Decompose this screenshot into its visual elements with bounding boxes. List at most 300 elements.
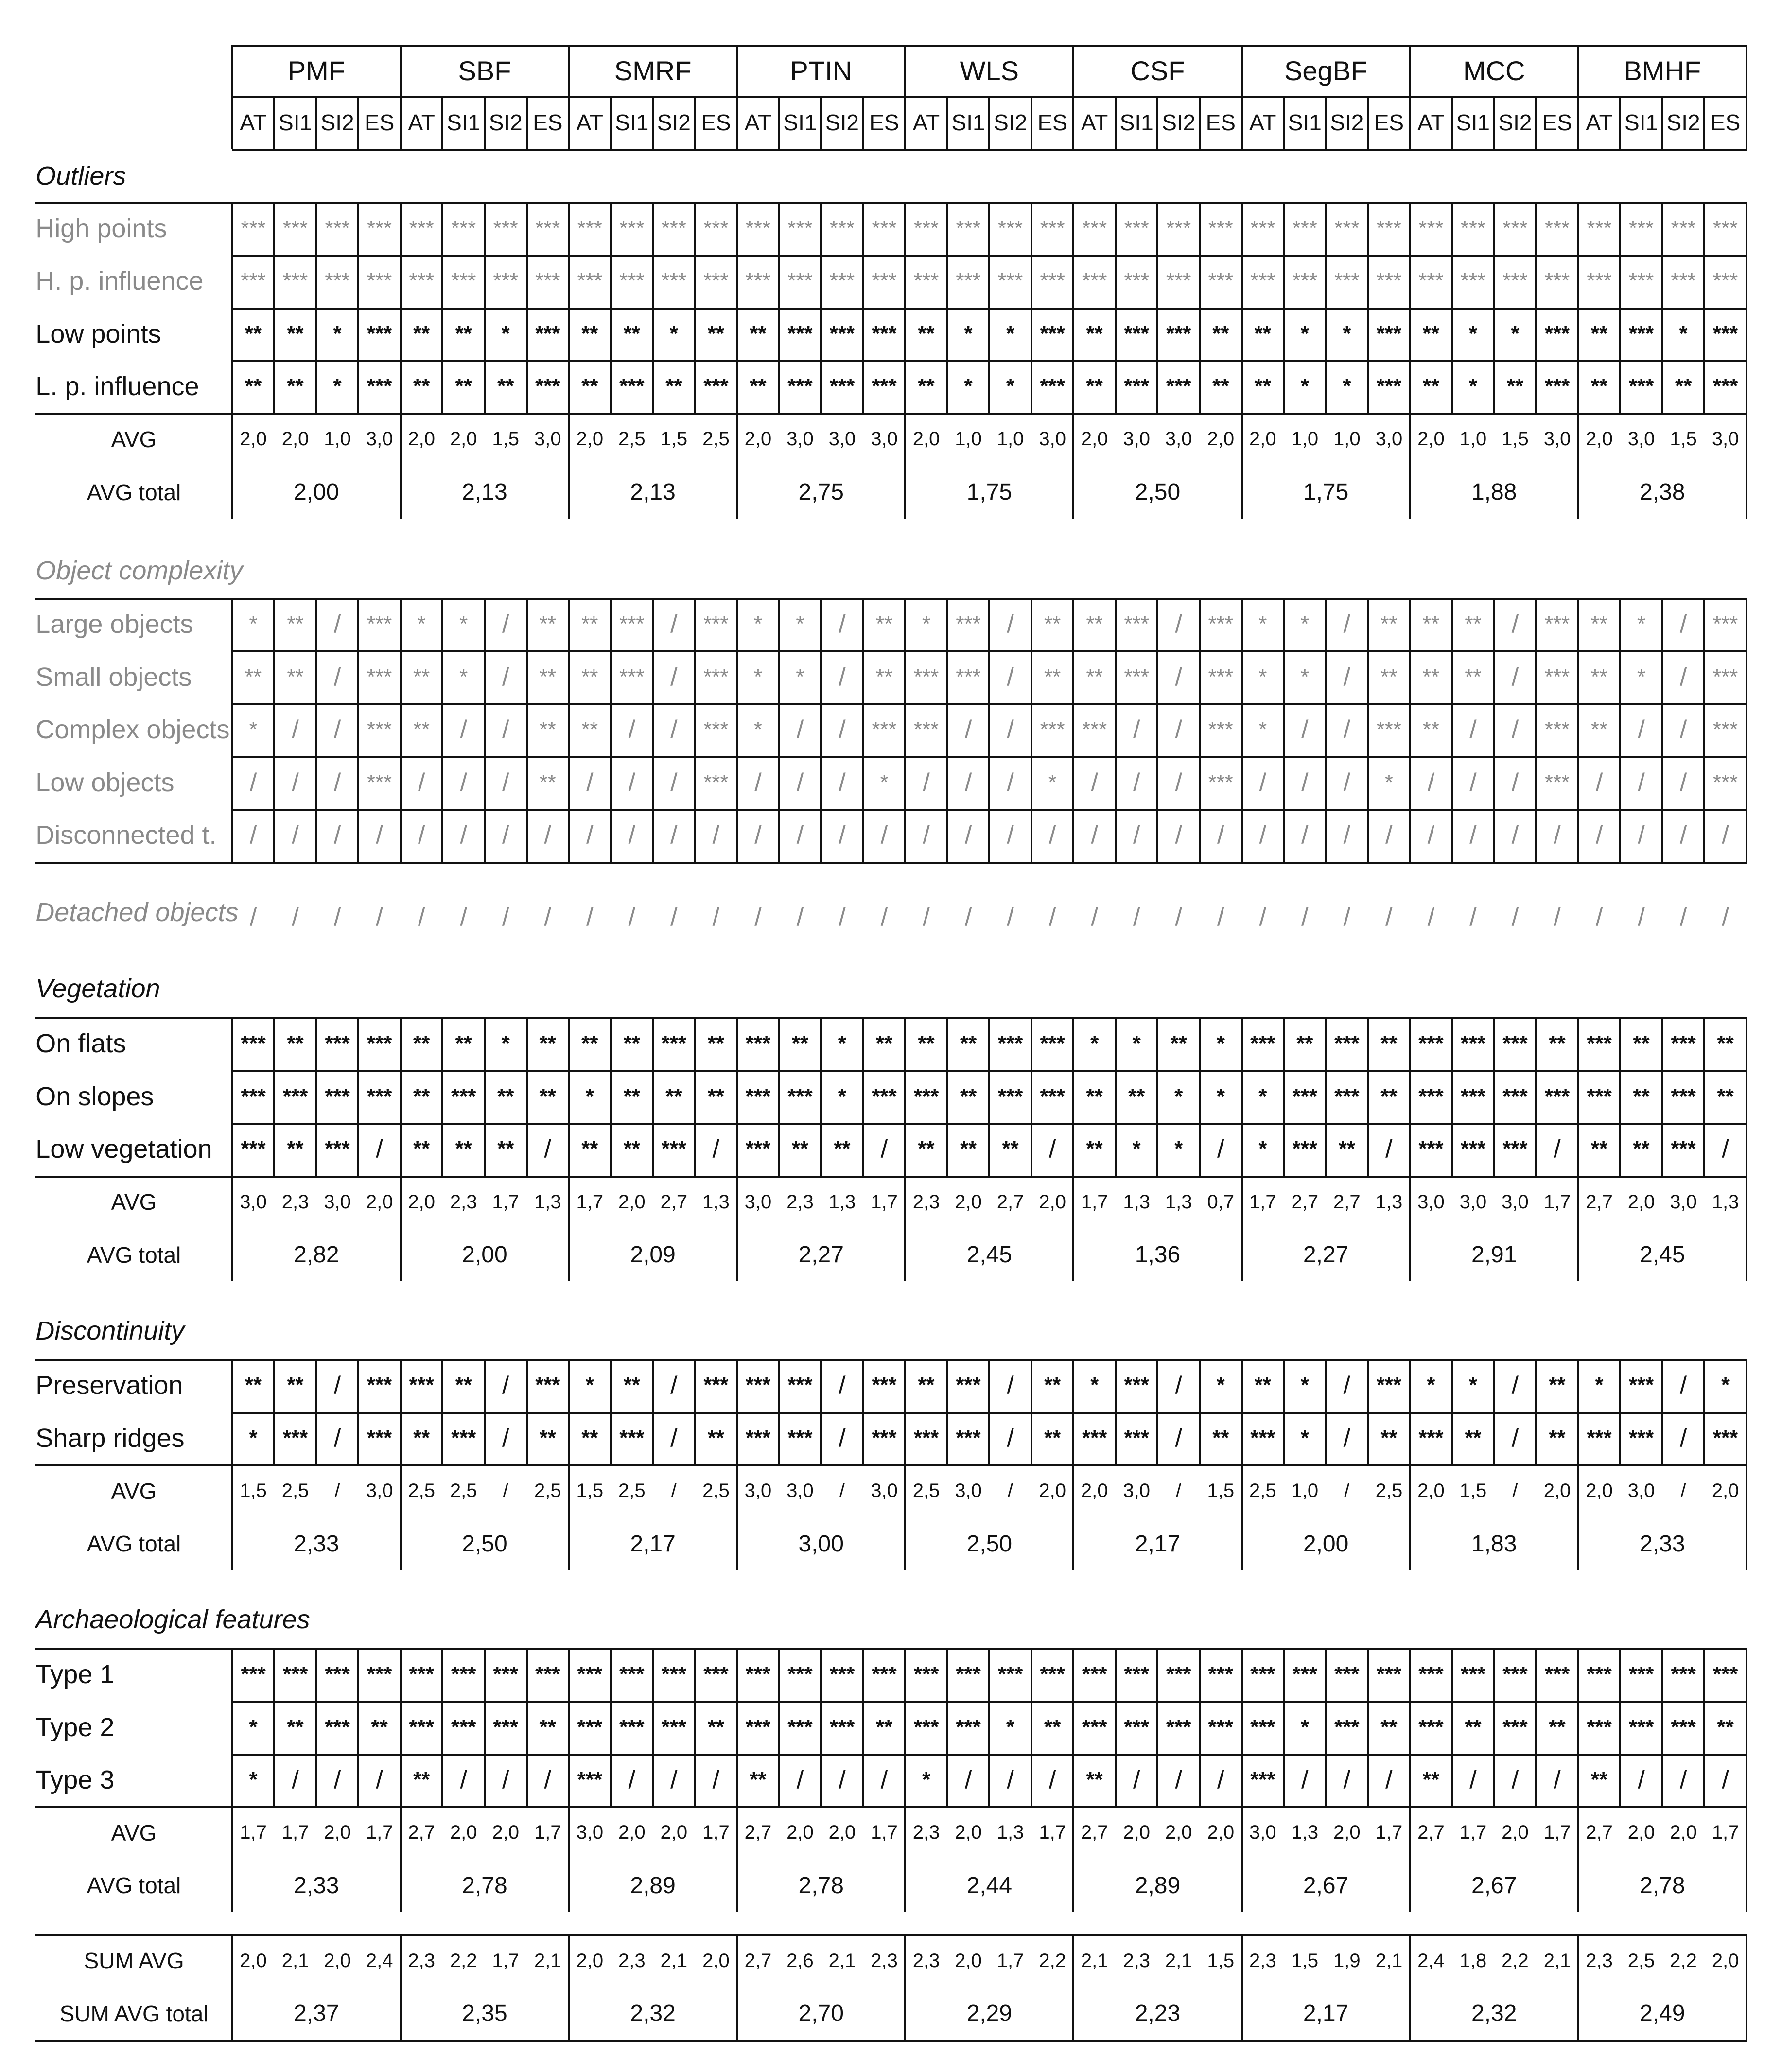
rating-cell: * xyxy=(501,1031,510,1056)
avg-value: 1,5 xyxy=(492,428,520,450)
avg-label: AVG xyxy=(111,1820,157,1846)
avg-value: 2,5 xyxy=(450,1480,477,1502)
rating-cell: *** xyxy=(872,269,897,293)
rating-cell: *** xyxy=(787,1662,813,1686)
rating-cell: / xyxy=(628,1766,636,1794)
rating-cell: ** xyxy=(665,374,682,399)
rating-cell: / xyxy=(1679,1766,1687,1794)
rating-cell: ** xyxy=(1086,321,1103,346)
avg-value: / xyxy=(839,1480,845,1502)
rating-cell: ** xyxy=(1549,1426,1566,1450)
section-title: Vegetation xyxy=(35,974,160,1004)
method-header: PTIN xyxy=(790,55,852,86)
sum-avg-total-value: 2,29 xyxy=(966,2001,1013,2027)
rating-cell: / xyxy=(544,1135,551,1164)
rating-cell: * xyxy=(249,1768,258,1792)
sum-avg-value: 2,3 xyxy=(1586,1950,1613,1971)
rating-cell: / xyxy=(628,821,636,850)
rating-cell: * xyxy=(1300,664,1309,689)
rating-cell: / xyxy=(460,821,467,850)
rating-cell: *** xyxy=(241,1662,266,1686)
avg-value: 3,0 xyxy=(1123,1480,1150,1502)
rating-cell: *** xyxy=(282,1426,308,1450)
rating-cell: / xyxy=(712,903,720,931)
rating-cell: / xyxy=(1301,768,1309,797)
rating-cell: *** xyxy=(1544,216,1570,240)
sub-header: ES xyxy=(701,110,731,136)
rating-cell: / xyxy=(292,821,299,850)
rating-cell: *** xyxy=(493,269,518,293)
rating-cell: / xyxy=(796,1766,804,1794)
avg-value: 2,0 xyxy=(450,1822,477,1844)
rating-cell: *** xyxy=(913,1715,939,1739)
rating-cell: *** xyxy=(409,269,434,293)
rating-cell: / xyxy=(1679,715,1687,744)
rating-cell: / xyxy=(670,1371,678,1400)
avg-value: 3,0 xyxy=(576,1822,604,1844)
rating-cell: * xyxy=(1384,770,1393,794)
rating-cell: *** xyxy=(1292,216,1317,240)
rating-cell: / xyxy=(586,821,594,850)
rating-cell: / xyxy=(754,768,762,797)
avg-value: 2,0 xyxy=(1627,1191,1655,1213)
rating-cell: ** xyxy=(1633,1084,1650,1108)
row-label: Small objects xyxy=(35,662,192,692)
rating-cell: *** xyxy=(1124,1373,1149,1397)
rating-cell: *** xyxy=(1250,269,1275,293)
rating-cell: ** xyxy=(413,1137,430,1161)
rating-cell: *** xyxy=(1460,1084,1486,1108)
rating-cell: / xyxy=(1175,821,1182,850)
rating-cell: * xyxy=(1006,1715,1015,1739)
sub-header: AT xyxy=(912,110,940,136)
row-label: On flats xyxy=(35,1029,126,1059)
rating-cell: *** xyxy=(1418,216,1444,240)
avg-label: AVG xyxy=(111,1478,157,1504)
avg-total-label: AVG total xyxy=(87,479,181,505)
rating-cell: *** xyxy=(451,1084,476,1108)
rating-cell: *** xyxy=(325,1662,350,1686)
avg-value: 3,0 xyxy=(744,1480,772,1502)
rating-cell: ** xyxy=(1717,1715,1734,1739)
rating-cell: ** xyxy=(1422,1768,1440,1792)
rating-cell: ** xyxy=(539,770,556,794)
avg-value: 2,0 xyxy=(1417,1480,1445,1502)
rating-cell: *** xyxy=(1712,1662,1738,1686)
rating-cell: *** xyxy=(872,1373,897,1397)
method-header: BMHF xyxy=(1624,55,1701,86)
rating-cell: ** xyxy=(581,664,598,689)
sub-header: SI2 xyxy=(657,110,691,136)
rating-cell: / xyxy=(1259,768,1267,797)
avg-value: 3,0 xyxy=(828,428,856,450)
rating-cell: ** xyxy=(539,1084,556,1108)
rating-cell: / xyxy=(1217,1135,1224,1164)
sum-avg-value: 1,7 xyxy=(996,1950,1024,1971)
rating-cell: ** xyxy=(413,1084,430,1108)
rating-cell: *** xyxy=(787,321,813,346)
rating-cell: ** xyxy=(245,321,262,346)
rating-cell: *** xyxy=(619,216,645,240)
rating-cell: *** xyxy=(745,1662,771,1686)
rating-cell: *** xyxy=(1082,216,1107,240)
rating-cell: ** xyxy=(1212,321,1229,346)
rating-cell: *** xyxy=(1628,216,1654,240)
rating-cell: / xyxy=(1469,903,1477,931)
rating-cell: * xyxy=(1300,1715,1309,1739)
avg-value: 2,0 xyxy=(576,428,604,450)
section-title: Discontinuity xyxy=(35,1316,185,1345)
rating-cell: *** xyxy=(1082,269,1107,293)
avg-value: 3,0 xyxy=(1249,1822,1276,1844)
rating-cell: / xyxy=(1343,768,1351,797)
avg-value: 1,7 xyxy=(1543,1822,1571,1844)
rating-cell: ** xyxy=(413,1426,430,1450)
rating-cell: *** xyxy=(1124,1715,1149,1739)
rating-cell: *** xyxy=(829,216,855,240)
avg-value: 2,0 xyxy=(281,428,309,450)
rating-cell: / xyxy=(670,1424,678,1452)
avg-value: 3,0 xyxy=(1670,1191,1697,1213)
rating-cell: ** xyxy=(1128,1084,1145,1108)
rating-cell: ** xyxy=(539,664,556,689)
rating-cell: ** xyxy=(581,374,598,399)
rating-cell: / xyxy=(670,903,678,931)
rating-cell: *** xyxy=(1250,1031,1275,1056)
avg-total-value: 2,33 xyxy=(294,1531,339,1557)
rating-cell: *** xyxy=(1460,216,1486,240)
avg-value: 1,3 xyxy=(1712,1191,1739,1213)
sum-avg-value: 2,4 xyxy=(366,1950,393,1971)
rating-cell: *** xyxy=(787,1426,813,1450)
rating-cell: * xyxy=(333,374,342,399)
method-header: MCC xyxy=(1463,55,1525,86)
rating-cell: *** xyxy=(661,216,687,240)
rating-cell: *** xyxy=(956,664,981,689)
rating-cell: ** xyxy=(1380,664,1398,689)
rating-cell: *** xyxy=(241,269,266,293)
rating-cell: *** xyxy=(1250,1768,1275,1792)
section-title: Archaeological features xyxy=(35,1605,310,1635)
rating-cell: / xyxy=(1722,1766,1729,1794)
avg-total-label: AVG total xyxy=(87,1531,181,1557)
rating-cell: *** xyxy=(1502,269,1528,293)
rating-cell: *** xyxy=(661,269,687,293)
sub-header: AT xyxy=(408,110,435,136)
rating-cell: *** xyxy=(535,321,560,346)
rating-cell: *** xyxy=(1544,1084,1570,1108)
method-header: PMF xyxy=(287,55,345,86)
sum-avg-value: 2,2 xyxy=(1502,1950,1529,1971)
row-label: Low points xyxy=(35,319,161,348)
rating-cell: *** xyxy=(745,1031,771,1056)
avg-total-value: 2,67 xyxy=(1303,1872,1349,1898)
rating-cell: *** xyxy=(1712,374,1738,399)
avg-total-value: 2,82 xyxy=(294,1242,339,1268)
rating-cell: * xyxy=(333,321,342,346)
rating-cell: *** xyxy=(1292,1084,1317,1108)
rating-cell: / xyxy=(1048,1135,1056,1164)
sub-header: ES xyxy=(1374,110,1404,136)
rating-cell: / xyxy=(964,768,972,797)
sum-avg-value: 2,3 xyxy=(1249,1950,1276,1971)
avg-total-value: 2,78 xyxy=(798,1872,844,1898)
avg-total-value: 2,17 xyxy=(1135,1531,1181,1557)
rating-cell: * xyxy=(417,612,426,636)
rating-cell: * xyxy=(922,1768,931,1792)
rating-cell: / xyxy=(376,1766,383,1794)
sum-avg-value: 2,1 xyxy=(828,1950,856,1971)
rating-cell: *** xyxy=(787,1715,813,1739)
rating-cell: / xyxy=(923,903,930,931)
avg-value: 1,5 xyxy=(576,1480,604,1502)
rating-cell: / xyxy=(880,821,888,850)
rating-cell: ** xyxy=(1590,1768,1608,1792)
rating-cell: / xyxy=(1554,903,1561,931)
sub-header: SI1 xyxy=(951,110,985,136)
rating-cell: *** xyxy=(577,1662,602,1686)
rating-cell: ** xyxy=(1380,1031,1398,1056)
rating-cell: / xyxy=(292,715,299,744)
rating-cell: *** xyxy=(1208,1715,1233,1739)
rating-cell: / xyxy=(502,1371,509,1400)
avg-value: 1,7 xyxy=(1081,1191,1108,1213)
sum-avg-value: 1,8 xyxy=(1459,1950,1487,1971)
row-label: Preservation xyxy=(35,1371,183,1400)
rating-cell: / xyxy=(1511,821,1519,850)
rating-cell: *** xyxy=(1082,1662,1107,1686)
rating-cell: / xyxy=(1091,903,1098,931)
avg-value: 2,0 xyxy=(1249,428,1276,450)
rating-cell: *** xyxy=(1082,1715,1107,1739)
avg-total-value: 2,89 xyxy=(1135,1872,1181,1898)
rating-cell: *** xyxy=(1250,216,1275,240)
rating-cell: * xyxy=(1174,1084,1183,1108)
rating-cell: *** xyxy=(1712,717,1738,742)
avg-value: 2,0 xyxy=(660,1822,688,1844)
rating-cell: *** xyxy=(661,1031,687,1056)
rating-cell: / xyxy=(1175,1424,1182,1452)
rating-cell: / xyxy=(670,715,678,744)
avg-value: 2,3 xyxy=(281,1191,309,1213)
sub-header: SI2 xyxy=(1498,110,1532,136)
rating-cell: *** xyxy=(1334,1031,1360,1056)
rating-cell: *** xyxy=(451,269,476,293)
rating-cell: ** xyxy=(1002,1137,1019,1161)
rating-cell: ** xyxy=(875,1715,893,1739)
method-header: SMRF xyxy=(614,55,692,86)
rating-cell: ** xyxy=(960,1031,977,1056)
rating-cell: *** xyxy=(241,1084,266,1108)
avg-value: 1,7 xyxy=(534,1822,561,1844)
sum-avg-total-value: 2,70 xyxy=(798,2001,844,2027)
rating-cell: ** xyxy=(287,374,304,399)
avg-value: 2,0 xyxy=(1502,1822,1529,1844)
rating-cell: / xyxy=(880,903,888,931)
rating-cell: * xyxy=(1090,1373,1099,1397)
rating-cell: ** xyxy=(1717,1084,1734,1108)
avg-value: / xyxy=(1512,1480,1518,1502)
avg-value: 2,0 xyxy=(955,1191,982,1213)
rating-cell: ** xyxy=(707,1084,724,1108)
rating-cell: *** xyxy=(703,664,729,689)
avg-total-value: 3,00 xyxy=(798,1531,844,1557)
rating-cell: *** xyxy=(1208,269,1233,293)
sub-header: SI2 xyxy=(1330,110,1364,136)
sum-avg-value: 2,1 xyxy=(534,1950,561,1971)
rating-cell: *** xyxy=(1544,612,1570,636)
rating-cell: *** xyxy=(619,1426,645,1450)
rating-cell: * xyxy=(1468,321,1477,346)
sum-avg-value: 2,0 xyxy=(702,1950,730,1971)
rating-cell: *** xyxy=(703,1662,729,1686)
rating-cell: / xyxy=(502,1766,509,1794)
avg-value: 3,0 xyxy=(534,428,561,450)
rating-cell: *** xyxy=(1628,1426,1654,1450)
rating-cell: ** xyxy=(1717,1031,1734,1056)
rating-cell: *** xyxy=(1544,1662,1570,1686)
sub-header: SI2 xyxy=(1666,110,1700,136)
rating-cell: *** xyxy=(1671,1662,1696,1686)
rating-cell: *** xyxy=(829,374,855,399)
sum-avg-value: 2,0 xyxy=(240,1950,267,1971)
rating-cell: / xyxy=(1469,768,1477,797)
sub-header: ES xyxy=(869,110,899,136)
rating-cell: ** xyxy=(455,321,472,346)
rating-cell: ** xyxy=(1549,1715,1566,1739)
sum-avg-total-value: 2,37 xyxy=(294,2001,339,2027)
sum-avg-value: 2,0 xyxy=(955,1950,982,1971)
avg-value: 2,7 xyxy=(1417,1822,1445,1844)
rating-cell: *** xyxy=(872,1662,897,1686)
rating-cell: / xyxy=(923,768,930,797)
rating-cell: / xyxy=(628,903,636,931)
rating-cell: / xyxy=(418,821,425,850)
rating-cell: *** xyxy=(577,269,602,293)
rating-cell: / xyxy=(1427,821,1435,850)
avg-value: 1,7 xyxy=(702,1822,730,1844)
rating-cell: / xyxy=(1175,768,1182,797)
avg-value: 3,0 xyxy=(1039,428,1066,450)
sub-header: SI2 xyxy=(1162,110,1196,136)
rating-cell: *** xyxy=(1712,664,1738,689)
rating-cell: ** xyxy=(791,1031,809,1056)
rating-cell: *** xyxy=(1334,1715,1360,1739)
rating-cell: *** xyxy=(451,216,476,240)
avg-value: 2,7 xyxy=(1586,1191,1613,1213)
avg-value: / xyxy=(1176,1480,1182,1502)
section-title: Object complexity xyxy=(35,556,243,585)
rating-cell: / xyxy=(1679,821,1687,850)
sum-avg-value: 1,7 xyxy=(492,1950,520,1971)
rating-cell: * xyxy=(585,1084,594,1108)
rating-cell: / xyxy=(1007,1766,1014,1794)
rating-cell: ** xyxy=(245,1373,262,1397)
rating-cell: ** xyxy=(539,612,556,636)
rating-cell: * xyxy=(459,612,468,636)
rating-cell: ** xyxy=(960,1084,977,1108)
rating-cell: / xyxy=(1175,610,1182,639)
sub-header: SI1 xyxy=(1625,110,1659,136)
rating-cell: / xyxy=(1511,610,1519,639)
sub-header: SI1 xyxy=(447,110,481,136)
rating-cell: * xyxy=(585,1373,594,1397)
rating-cell: *** xyxy=(913,1084,939,1108)
rating-cell: *** xyxy=(535,374,560,399)
avg-value: 1,7 xyxy=(1543,1191,1571,1213)
rating-cell: * xyxy=(838,1031,847,1056)
rating-cell: / xyxy=(292,1766,299,1794)
sum-avg-value: 2,1 xyxy=(1543,1950,1571,1971)
avg-value: / xyxy=(503,1480,508,1502)
sum-avg-value: 2,2 xyxy=(1039,1950,1066,1971)
rating-cell: ** xyxy=(455,1137,472,1161)
rating-cell: *** xyxy=(1250,1715,1275,1739)
rating-cell: *** xyxy=(1334,1662,1360,1686)
rating-cell: / xyxy=(1259,821,1267,850)
avg-value: 0,7 xyxy=(1207,1191,1235,1213)
rating-cell: ** xyxy=(1422,321,1440,346)
rating-cell: *** xyxy=(1587,216,1612,240)
rating-cell: ** xyxy=(750,321,767,346)
rating-cell: ** xyxy=(245,374,262,399)
rating-cell: *** xyxy=(1628,1662,1654,1686)
rating-cell: ** xyxy=(287,664,304,689)
rating-cell: / xyxy=(1007,662,1014,691)
rating-cell: / xyxy=(839,1424,846,1452)
rating-cell: / xyxy=(418,903,425,931)
avg-total-value: 2,45 xyxy=(966,1242,1013,1268)
rating-cell: ** xyxy=(413,717,430,742)
rating-cell: *** xyxy=(1502,1715,1528,1739)
rating-cell: *** xyxy=(956,269,981,293)
rating-cell: ** xyxy=(1044,1715,1061,1739)
avg-total-value: 2,27 xyxy=(798,1242,844,1268)
rating-cell: / xyxy=(1217,903,1224,931)
rating-cell: *** xyxy=(1418,1426,1444,1450)
sum-avg-value: 2,5 xyxy=(1627,1950,1655,1971)
rating-cell: *** xyxy=(956,1373,981,1397)
rating-cell: *** xyxy=(1418,269,1444,293)
row-label: Large objects xyxy=(35,609,193,639)
rating-cell: *** xyxy=(745,1373,771,1397)
rating-cell: *** xyxy=(1124,374,1149,399)
avg-value: 2,7 xyxy=(1291,1191,1319,1213)
avg-total-label: AVG total xyxy=(87,1242,181,1268)
rating-cell: *** xyxy=(1418,1715,1444,1739)
avg-value: 2,0 xyxy=(1712,1480,1739,1502)
rating-cell: *** xyxy=(451,1426,476,1450)
method-header: SBF xyxy=(458,55,511,86)
rating-cell: ** xyxy=(875,664,893,689)
avg-value: 2,7 xyxy=(996,1191,1024,1213)
rating-cell: ** xyxy=(1254,321,1271,346)
sum-avg-value: 2,3 xyxy=(618,1950,646,1971)
rating-cell: ** xyxy=(1086,664,1103,689)
rating-cell: / xyxy=(502,715,509,744)
rating-cell: ** xyxy=(1590,321,1608,346)
rating-cell: * xyxy=(1258,1137,1267,1161)
rating-cell: / xyxy=(1217,1766,1224,1794)
rating-cell: *** xyxy=(872,1426,897,1450)
rating-cell: / xyxy=(544,1766,551,1794)
rating-cell: *** xyxy=(325,1031,350,1056)
rating-cell: / xyxy=(628,715,636,744)
rating-cell: *** xyxy=(1040,269,1065,293)
rating-cell: ** xyxy=(1549,1373,1566,1397)
rating-cell: *** xyxy=(1124,1662,1149,1686)
rating-cell: * xyxy=(1468,1373,1477,1397)
